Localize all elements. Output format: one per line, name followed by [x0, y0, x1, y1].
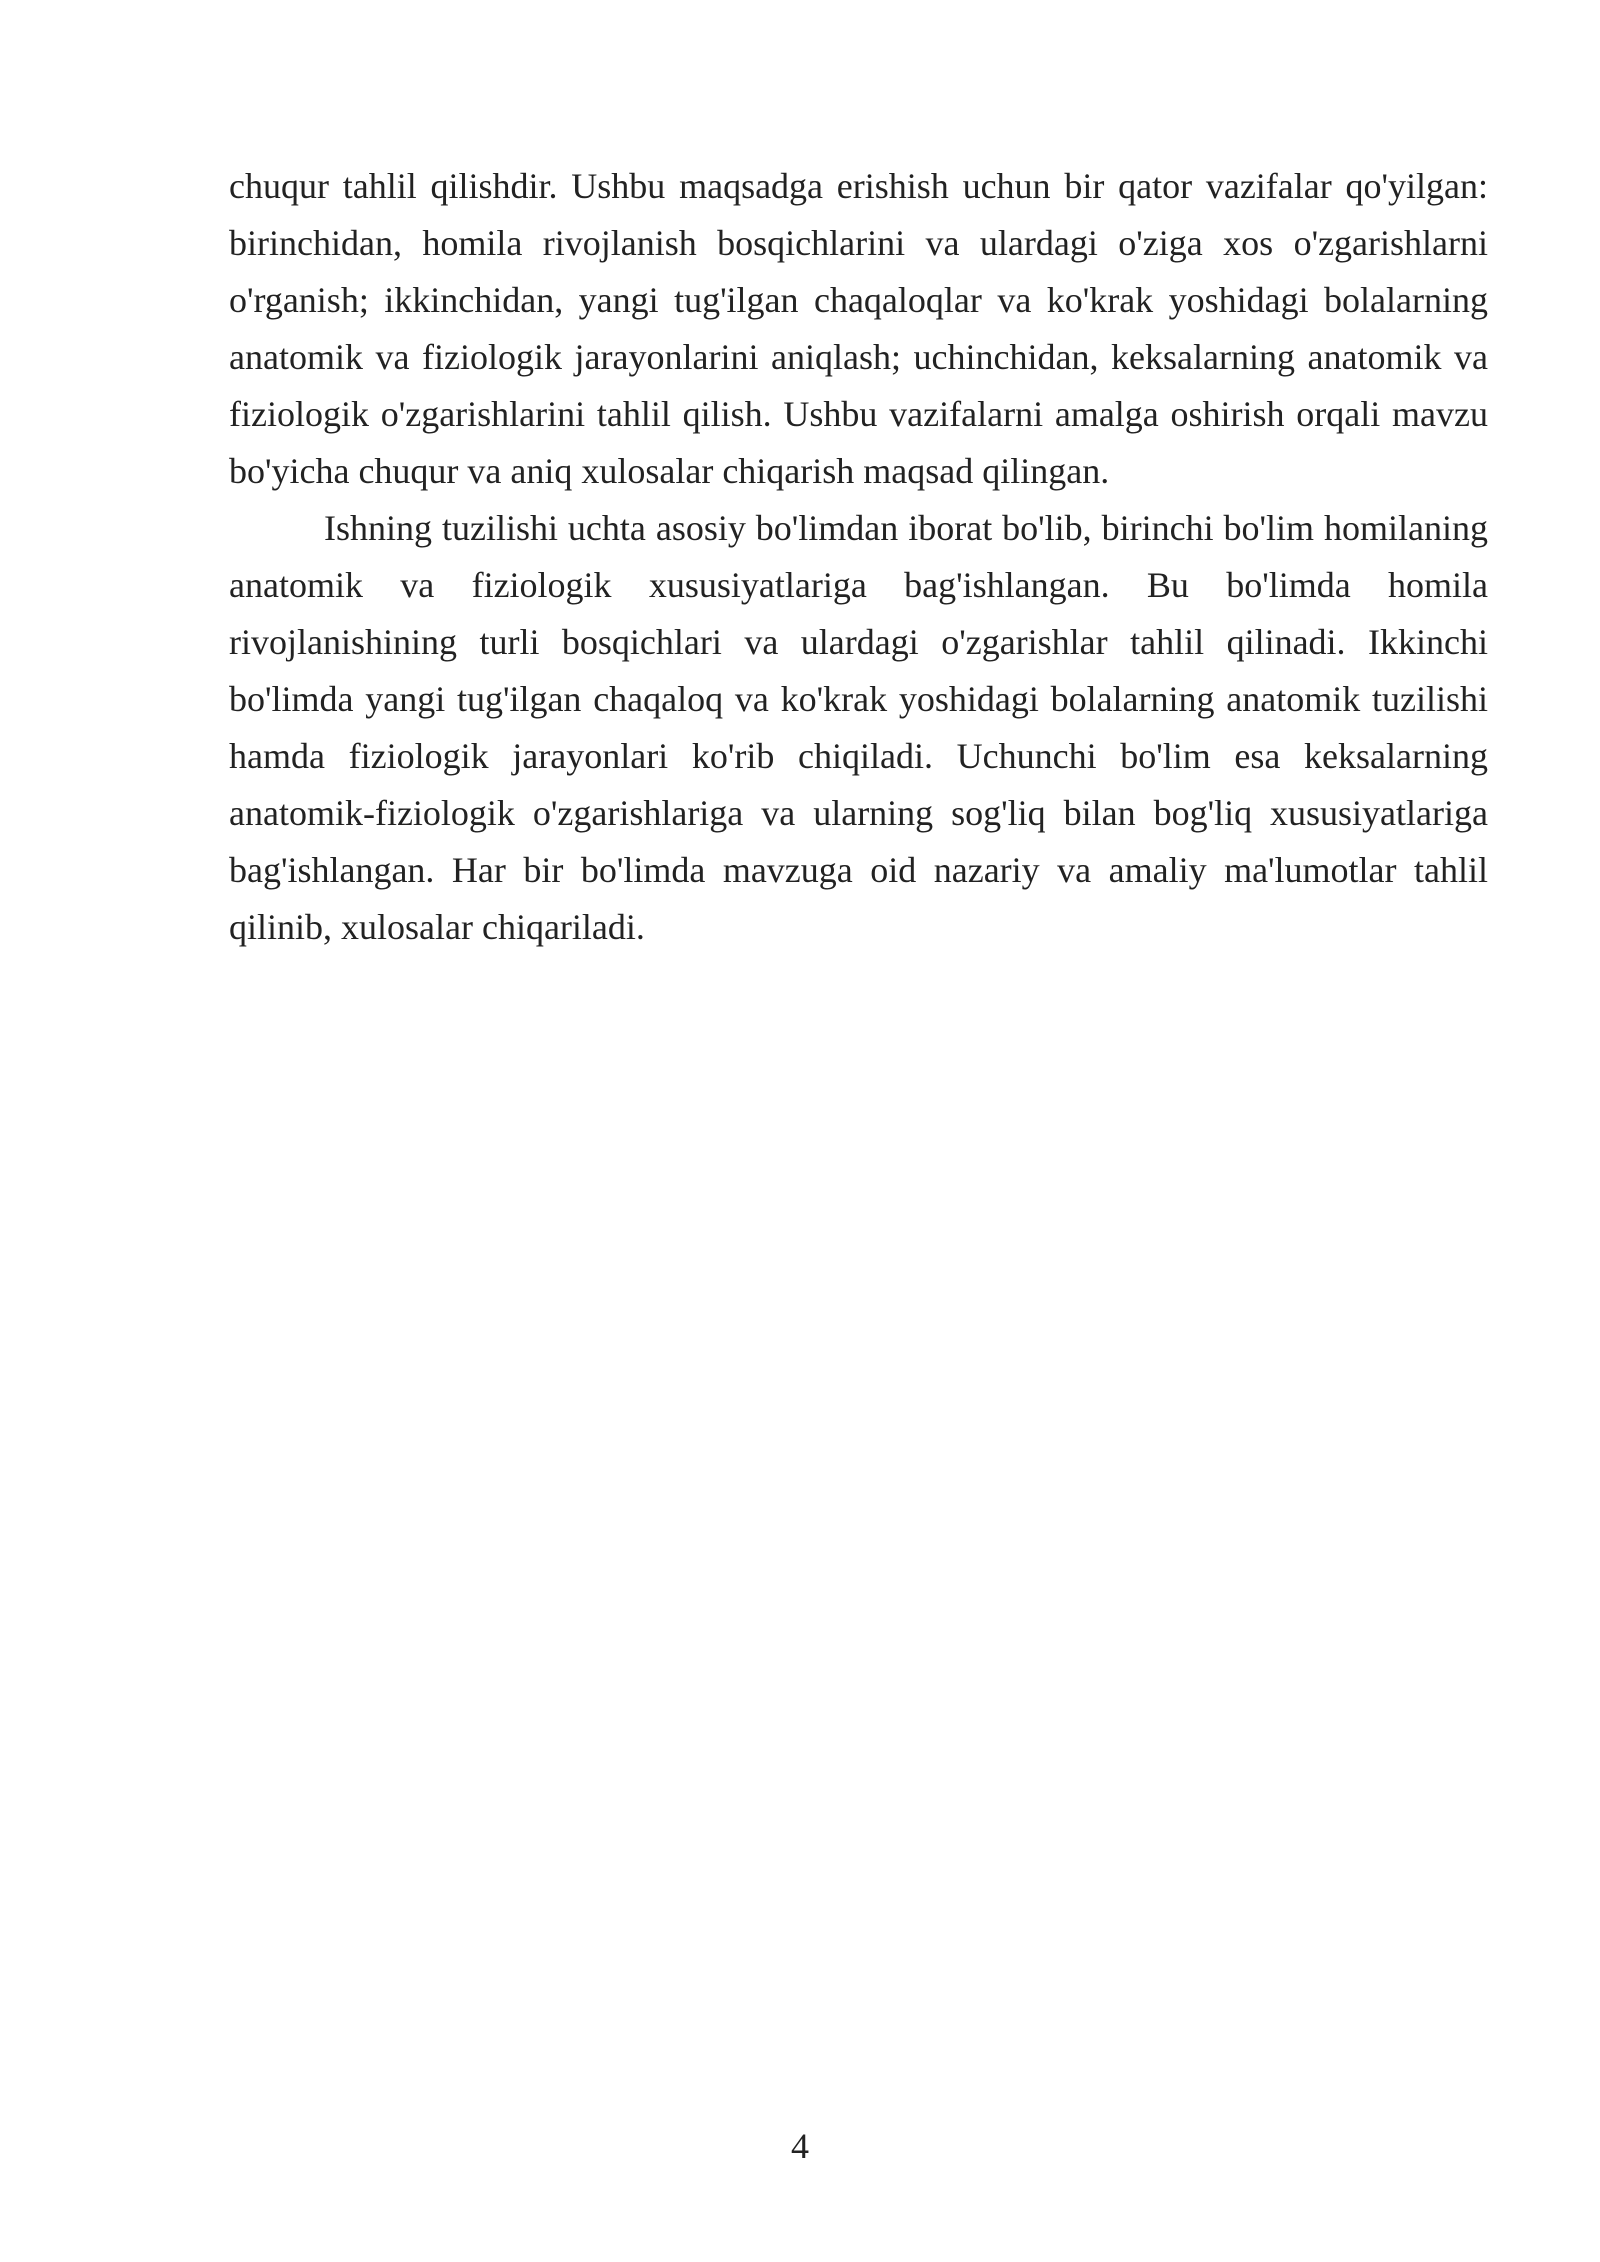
- page-number: 4: [791, 2126, 809, 2166]
- document-body: [229, 158, 1488, 956]
- paragraph-1: chuqur tahlil qilishdir. Ushbu maqsadga erishish uchun bir qator vazifalar qo'yilgan: birinchidan, homila rivojlanish bosqichlarini va ulardagi o'ziga xos o'zgarishlarni o'rganish; ikkinchidan, yangi tug'ilgan chaqaloqlar va ko'krak yoshidagi bolalarning anatomik va fiziologik jarayonlarini aniqlash; uchinchidan, keksalarning anatomik va fiziologik o'zgarishlarini tahlil qilish. Ushbu vazifalarni amalga oshirish orqali mavzu bo'yicha chuqur va aniq xulosalar chiqarish maqsad qilingan.: [229, 166, 1488, 491]
- paragraph-2: Ishning tuzilishi uchta asosiy bo'limdan iborat bo'lib, birinchi bo'lim homilaning anatomik va fiziologik xususiyatlariga bag'ishlangan. Bu bo'limda homila rivojlanishining turli bosqichlari va ulardagi o'zgarishlar tahlil qilinadi. Ikkinchi bo'limda yangi tug'ilgan chaqaloq va ko'krak yoshidagi bolalarning anatomik tuzilishi hamda fiziologik jarayonlari ko'rib chiqiladi. Uchunchi bo'lim esa keksalarning anatomik-fiziologik o'zgarishlariga va ularning sog'liq bilan bog'liq xususiyatlariga bag'ishlangan. Har bir bo'limda mavzuga oid nazariy va amaliy ma'lumotlar tahlil qilinib, xulosalar chiqariladi.: [229, 508, 1488, 947]
